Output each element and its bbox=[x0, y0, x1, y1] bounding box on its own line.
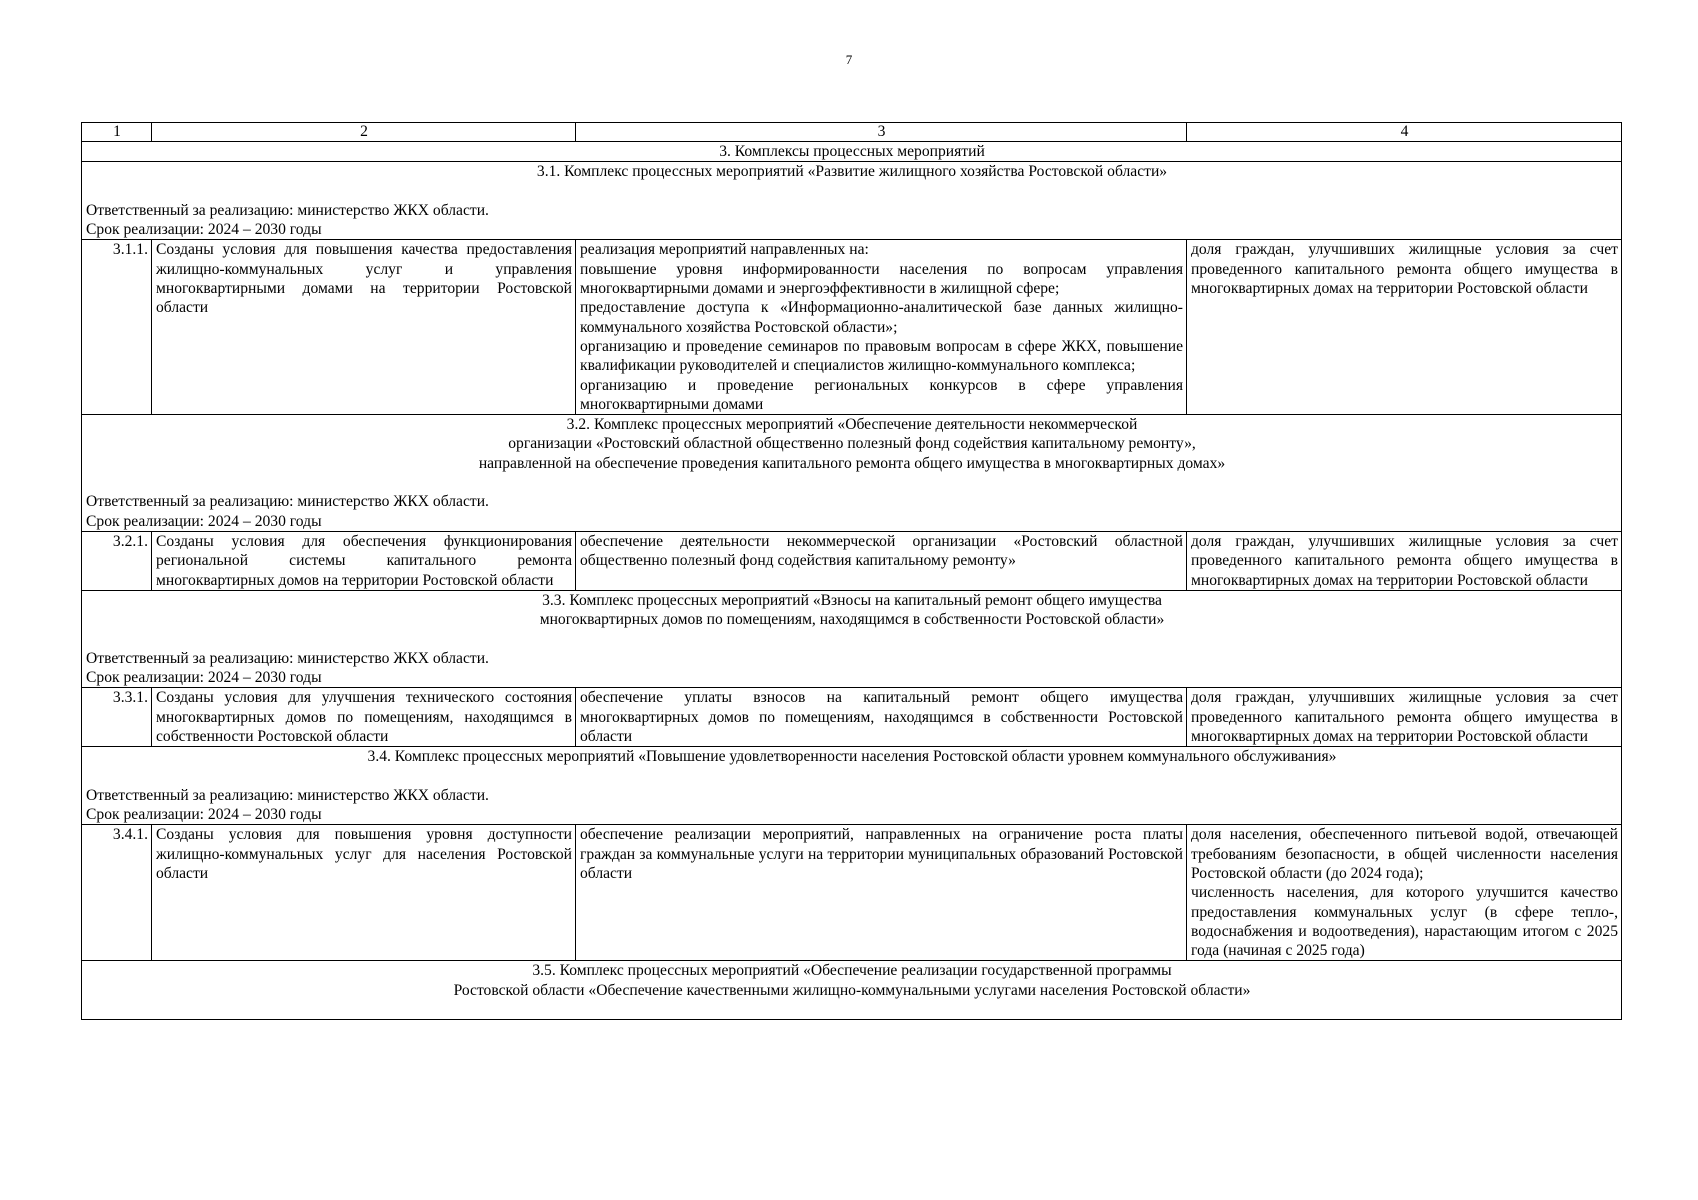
complex-term: Срок реализации: 2024 – 2030 годы bbox=[86, 669, 322, 687]
header-col-3: 3 bbox=[576, 123, 1187, 142]
complex-title-line: 3.2. Комплекс процессных мероприятий «Обеспечение деятельности некоммерческой bbox=[566, 416, 1138, 434]
header-row bbox=[82, 123, 1622, 142]
complex-responsible: Ответственный за реализацию: министерство ЖКХ области. bbox=[86, 493, 489, 511]
complex-title-line: многоквартирных домов по помещениям, находящимся в собственности Ростовской области» bbox=[539, 611, 1165, 629]
row-number: 3.1.1. bbox=[82, 240, 152, 415]
header-col-2: 2 bbox=[152, 123, 576, 142]
indicator-item: численность населения, для которого улучшится качество предоставления коммунальных услуг (в сфере тепло-, водоснабжения и водоотведения), нарастающим итогом с 2025 года (начиная с 2025 года) bbox=[1191, 884, 1618, 960]
complex-header-row bbox=[82, 747, 1622, 825]
row-indicator bbox=[1187, 825, 1622, 961]
description-item: обеспечение деятельности некоммерческой организации «Ростовский областной общественно полезный фонд содействия капитальному ремонту» bbox=[580, 532, 1183, 570]
complex-header-row bbox=[82, 415, 1622, 532]
row-number: 3.3.1. bbox=[82, 688, 152, 747]
complex-title-line: 3.4. Комплекс процессных мероприятий «Повышение удовлетворенности населения Ростовской области уровнем коммунального обслуживания» bbox=[367, 748, 1337, 766]
section-title: 3. Комплексы процессных мероприятий bbox=[82, 142, 1622, 162]
complex-term: Срок реализации: 2024 – 2030 годы bbox=[86, 806, 322, 824]
indicator-item: доля граждан, улучшивших жилищные условия за счет проведенного капитального ремонта общего имущества в многоквартирных домах на территории Ростовской области bbox=[1191, 689, 1618, 745]
row-task: Созданы условия для обеспечения функционирования региональной системы капитального ремонта многоквартирных домов на территории Ростовской области bbox=[152, 531, 576, 590]
complex-responsible: Ответственный за реализацию: министерство ЖКХ области. bbox=[86, 786, 489, 804]
header-col-1: 1 bbox=[82, 123, 152, 142]
indicator-item: доля граждан, улучшивших жилищные условия за счет проведенного капитального ремонта общего имущества в многоквартирных домах на территории Ростовской области bbox=[1191, 241, 1618, 298]
complex-header bbox=[82, 590, 1622, 687]
indicator-item: доля населения, обеспеченного питьевой водой, отвечающей требованиям безопасности, в общей численности населения Ростовской области (до 2024 года); bbox=[1191, 826, 1618, 882]
complex-header bbox=[82, 747, 1622, 825]
row-description bbox=[576, 240, 1187, 415]
table-row bbox=[82, 825, 1622, 961]
description-item: предоставление доступа к «Информационно-аналитической базе данных жилищно-коммунального хозяйства Ростовской области»; bbox=[580, 299, 1183, 336]
row-task: Созданы условия для повышения уровня доступности жилищно-коммунальных услуг для населения Ростовской области bbox=[152, 825, 576, 961]
complex-term: Срок реализации: 2024 – 2030 годы bbox=[86, 512, 322, 530]
row-task: Созданы условия для улучшения технического состояния многоквартирных домов по помещениям, находящимся в собственности Ростовской области bbox=[152, 688, 576, 747]
description-item: реализация мероприятий направленных на: bbox=[580, 241, 869, 259]
row-description bbox=[576, 825, 1187, 961]
section-row bbox=[82, 142, 1622, 162]
table-row bbox=[82, 240, 1622, 415]
complex-term: Срок реализации: 2024 – 2030 годы bbox=[86, 221, 322, 239]
complex-title-line: организации «Ростовский областной общественно полезный фонд содействия капитальному ремонту», bbox=[508, 435, 1196, 453]
table-row bbox=[82, 688, 1622, 747]
description-item: обеспечение уплаты взносов на капитальный ремонт общего имущества многоквартирных домов по помещениям, находящимся в собственности Ростовской области bbox=[580, 689, 1183, 745]
description-item: обеспечение реализации мероприятий, направленных на ограничение роста платы граждан за коммунальные услуги на территории муниципальных образований Ростовской области bbox=[580, 826, 1183, 882]
indicator-item: доля граждан, улучшивших жилищные условия за счет проведенного капитального ремонта общего имущества в многоквартирных домах на территории Ростовской области bbox=[1191, 532, 1618, 589]
complex-responsible: Ответственный за реализацию: министерство ЖКХ области. bbox=[86, 201, 489, 219]
row-number: 3.2.1. bbox=[82, 531, 152, 590]
description-item: повышение уровня информированности населения по вопросам управления многоквартирными домами и энергоэффективности в жилищной сфере; bbox=[580, 260, 1183, 298]
row-indicator bbox=[1187, 531, 1622, 590]
row-indicator bbox=[1187, 240, 1622, 415]
complex-title-line: направленной на обеспечение проведения капитального ремонта общего имущества в многоквартирных домах» bbox=[478, 454, 1226, 472]
complex-header-row bbox=[82, 961, 1622, 1020]
page-number: 7 bbox=[845, 52, 853, 67]
row-number: 3.4.1. bbox=[82, 825, 152, 961]
row-task: Созданы условия для повышения качества предоставления жилищно-коммунальных услуг и управления многоквартирными домами на территории Ростовской области bbox=[152, 240, 576, 415]
row-description bbox=[576, 688, 1187, 747]
table-row bbox=[82, 531, 1622, 590]
complex-title-line: Ростовской области «Обеспечение качественными жилищно-коммунальными услугами населения Ростовской области» bbox=[453, 981, 1251, 999]
row-description bbox=[576, 531, 1187, 590]
complex-title-line: 3.3. Комплекс процессных мероприятий «Взносы на капитальный ремонт общего имущества bbox=[542, 591, 1162, 609]
complex-header bbox=[82, 415, 1622, 532]
complex-title-line: 3.5. Комплекс процессных мероприятий «Обеспечение реализации государственной программы bbox=[532, 962, 1172, 980]
description-item: организацию и проведение региональных конкурсов в сфере управления многоквартирными домами bbox=[580, 376, 1183, 413]
row-indicator bbox=[1187, 688, 1622, 747]
complex-responsible: Ответственный за реализацию: министерство ЖКХ области. bbox=[86, 649, 489, 667]
complex-header-row bbox=[82, 590, 1622, 687]
complex-header bbox=[82, 961, 1622, 1020]
complex-title-line: 3.1. Комплекс процессных мероприятий «Развитие жилищного хозяйства Ростовской области» bbox=[536, 163, 1168, 181]
complex-header-row bbox=[82, 162, 1622, 240]
complex-header bbox=[82, 162, 1622, 240]
header-col-4: 4 bbox=[1187, 123, 1622, 142]
description-item: организацию и проведение семинаров по правовым вопросам в сфере ЖКХ, повышение квалификации руководителей и специалистов жилищно-коммунального комплекса; bbox=[580, 337, 1183, 375]
measures-table bbox=[81, 122, 1622, 1020]
